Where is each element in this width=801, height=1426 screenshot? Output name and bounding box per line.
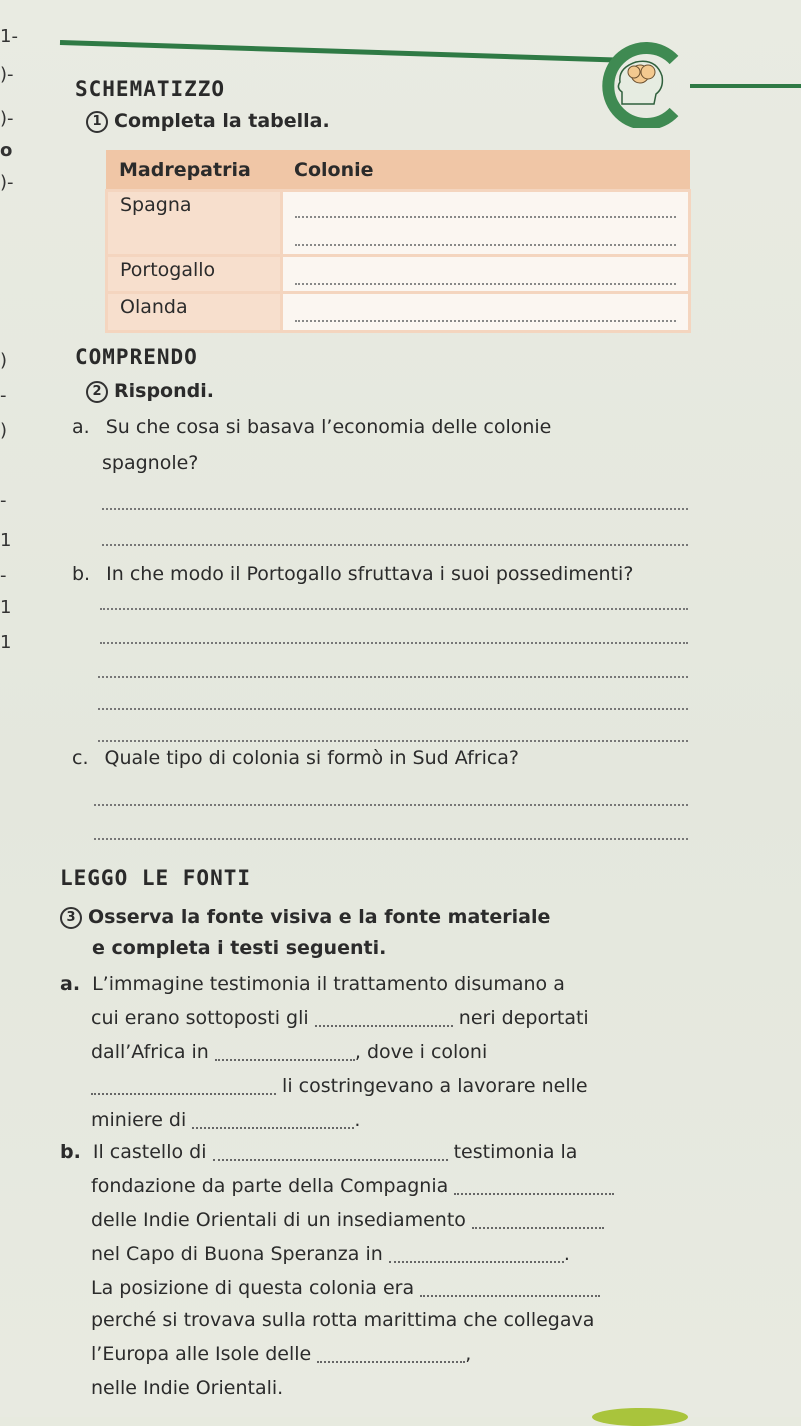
text-b-line-7 <box>91 1340 471 1368</box>
text-a-line-3 <box>91 1038 487 1066</box>
question-label: b. <box>72 563 91 585</box>
column-header-madrepatria: Madrepatria <box>107 151 282 191</box>
column-header-colonie: Colonie <box>282 151 690 191</box>
blank-field[interactable] <box>215 1043 355 1061</box>
blank-field[interactable] <box>472 1211 604 1229</box>
exercise-instruction: Rispondi. <box>114 380 214 402</box>
question-b <box>72 560 633 588</box>
text-fragment: . <box>354 1109 361 1131</box>
answer-cell-portogallo[interactable] <box>282 256 690 293</box>
margin-mark: )- <box>0 64 14 85</box>
text-fragment: , <box>465 1343 472 1365</box>
margin-mark: - <box>0 490 7 511</box>
text-b-line-2 <box>91 1172 614 1200</box>
section-title-schematizzo: SCHEMATIZZO <box>75 77 226 101</box>
margin-mark: 1- <box>0 26 18 47</box>
answer-cell-olanda[interactable] <box>282 293 690 332</box>
question-text: Su che cosa si basava l’economia delle colonie <box>105 416 552 438</box>
text-fragment: l’Europa alle Isole delle <box>91 1343 312 1365</box>
blank-field[interactable] <box>317 1345 465 1363</box>
table-row <box>107 191 690 256</box>
margin-mark: o <box>0 140 13 161</box>
text-a-line-2 <box>91 1004 589 1032</box>
text-fragment: , dove i coloni <box>354 1041 488 1063</box>
text-a-line-1 <box>60 970 565 998</box>
exercise-2-title <box>86 380 214 403</box>
text-fragment: La posizione di questa colonia era <box>91 1277 415 1299</box>
exercise-number: 3 <box>60 907 82 929</box>
exercise-3-title <box>60 906 550 929</box>
text-a-line-4 <box>91 1072 588 1100</box>
row-label-portogallo: Portogallo <box>107 256 282 293</box>
text-fragment: nel Capo di Buona Speranza in <box>91 1243 383 1265</box>
text-fragment: fondazione da parte della Compagnia <box>91 1175 449 1197</box>
text-a-line-5 <box>91 1106 360 1134</box>
question-c <box>72 744 519 772</box>
question-text: L’immagine testimonia il trattamento disumano a <box>92 973 565 995</box>
exercise-1-title <box>86 110 330 133</box>
text-fragment: . <box>563 1243 570 1265</box>
answer-line[interactable] <box>102 508 688 510</box>
blank-field[interactable] <box>454 1177 614 1195</box>
blank-field[interactable] <box>91 1077 276 1095</box>
text-fragment: Il castello di <box>92 1141 207 1163</box>
answer-line[interactable] <box>94 838 688 840</box>
header-rule-right <box>690 84 801 88</box>
page-corner-decoration <box>592 1408 688 1426</box>
section-title-comprendo: COMPRENDO <box>75 345 198 369</box>
margin-mark: - <box>0 385 7 406</box>
answer-line[interactable] <box>98 708 688 710</box>
text-b-line-3 <box>91 1206 604 1234</box>
answer-line[interactable] <box>100 608 688 610</box>
answer-line[interactable] <box>102 544 688 546</box>
question-a-cont: spagnole? <box>102 452 199 474</box>
answer-line[interactable] <box>100 642 688 644</box>
row-label-olanda: Olanda <box>107 293 282 332</box>
answer-line[interactable] <box>98 740 688 742</box>
exercise-3-title-cont: e completa i testi seguenti. <box>92 937 387 959</box>
blank-field[interactable] <box>420 1279 600 1297</box>
exercise-instruction: Osserva la fonte visiva e la fonte materiale <box>88 906 551 928</box>
margin-mark: 1 <box>0 597 12 618</box>
text-fragment: neri deportati <box>458 1007 589 1029</box>
question-a <box>72 413 551 441</box>
margin-mark: - <box>0 565 7 586</box>
exercise-number: 1 <box>86 111 108 133</box>
table-row <box>107 293 690 332</box>
text-b-line-5 <box>91 1274 600 1302</box>
text-b-line-6: perché si trovava sulla rotta marittima che collegava <box>91 1309 595 1331</box>
question-label: a. <box>72 416 90 438</box>
text-fragment: miniere di <box>91 1109 187 1131</box>
blank-field[interactable] <box>213 1143 448 1161</box>
answer-line[interactable] <box>94 804 688 806</box>
answer-line[interactable] <box>98 676 688 678</box>
margin-mark: )- <box>0 108 14 129</box>
table-row <box>107 256 690 293</box>
margin-mark: 1 <box>0 530 12 551</box>
answer-cell-spagna[interactable] <box>282 191 690 256</box>
question-text: Quale tipo di colonia si formò in Sud Africa? <box>104 747 520 769</box>
blank-field[interactable] <box>315 1009 453 1027</box>
table-header-row <box>107 151 690 191</box>
text-fragment: delle Indie Orientali di un insediamento <box>91 1209 466 1231</box>
exercise-number: 2 <box>86 381 108 403</box>
exercise-instruction: Completa la tabella. <box>114 110 330 132</box>
margin-mark: ) <box>0 420 8 441</box>
text-b-line-4 <box>91 1240 570 1268</box>
question-label: b. <box>60 1141 81 1163</box>
question-label: a. <box>60 973 81 995</box>
margin-mark: )- <box>0 172 14 193</box>
blank-field[interactable] <box>389 1245 564 1263</box>
margin-mark: 1 <box>0 632 12 653</box>
question-text: In che modo il Portogallo sfruttava i suoi possedimenti? <box>106 563 634 585</box>
text-b-line-1 <box>60 1138 577 1166</box>
text-fragment: testimonia la <box>453 1141 578 1163</box>
header-rule <box>60 40 620 63</box>
text-fragment: cui erano sottoposti gli <box>91 1007 309 1029</box>
margin-mark: ) <box>0 350 8 371</box>
section-title-leggo-le-fonti: LEGGO LE FONTI <box>60 866 252 890</box>
colonies-table <box>105 150 691 333</box>
brain-head-icon <box>598 42 694 128</box>
row-label-spagna: Spagna <box>107 191 282 256</box>
text-fragment: dall’Africa in <box>91 1041 209 1063</box>
text-fragment: li costringevano a lavorare nelle <box>282 1075 588 1097</box>
question-label: c. <box>72 747 89 769</box>
text-b-line-8: nelle Indie Orientali. <box>91 1377 284 1399</box>
blank-field[interactable] <box>192 1111 354 1129</box>
